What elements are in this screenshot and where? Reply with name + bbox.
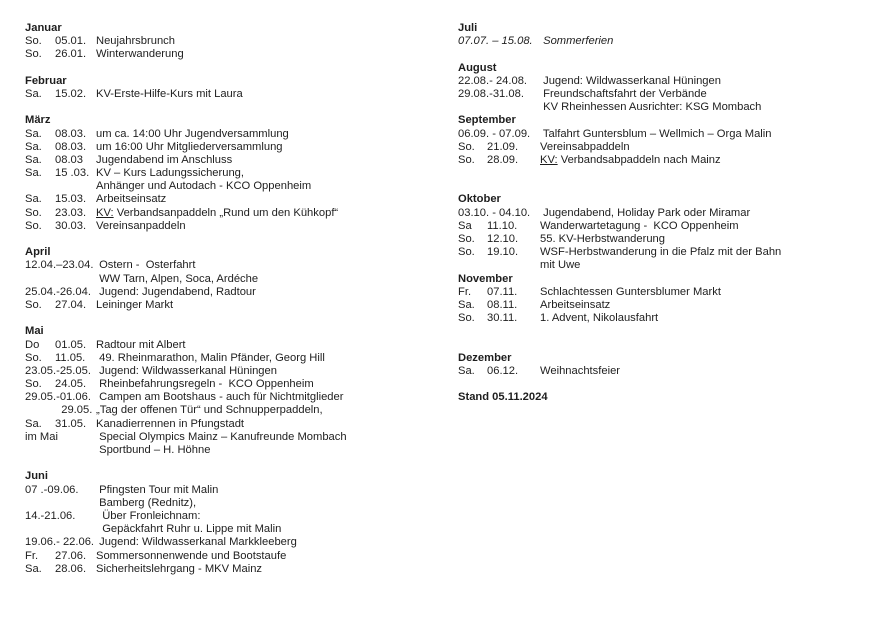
- event-date: 08.03.: [55, 127, 87, 140]
- event-text: KV Rheinhessen Ausrichter: KSG Mombach: [540, 101, 762, 114]
- event-row: [25, 128, 445, 141]
- event-date-range: 25.04.-26.04.: [25, 285, 91, 298]
- event-text: [96, 207, 338, 220]
- event-text: Jugendabend im Anschluss: [96, 153, 233, 166]
- month-header: August: [458, 61, 497, 74]
- blank-line: [25, 62, 445, 75]
- event-date-range: 29.05.-01.06.: [25, 391, 91, 404]
- event-row: [25, 220, 445, 233]
- event-row: [25, 550, 445, 563]
- event-text: Anhänger und Autodach - KCO Oppenheim: [96, 180, 312, 193]
- event-day: Sa.: [25, 127, 42, 140]
- event-day: So.: [25, 378, 42, 391]
- continuation-row: [25, 497, 445, 510]
- event-day: So.: [25, 298, 42, 311]
- event-day: Do: [25, 338, 40, 351]
- event-day: So.: [25, 48, 42, 61]
- event-date: 08.03.: [55, 140, 87, 153]
- event-row: [25, 404, 445, 417]
- event-row: [458, 220, 880, 233]
- event-text: Ostern - Osterfahrt: [96, 259, 196, 272]
- event-date: 08.11.: [487, 298, 518, 311]
- event-row: [25, 167, 445, 180]
- event-date: 19.10.: [487, 246, 519, 259]
- event-row: [458, 246, 880, 259]
- event-text: Radtour mit Albert: [96, 338, 186, 351]
- event-text-underlined: KV:: [540, 153, 558, 166]
- month-header: Juni: [25, 470, 48, 483]
- continuation-row: [25, 273, 445, 286]
- event-text: Kanadierrennen in Pfungstadt: [96, 417, 245, 430]
- blank-line: [25, 101, 445, 114]
- event-date-range: 03.10. - 04.10.: [458, 206, 531, 219]
- event-row: [25, 193, 445, 206]
- event-day: So.: [458, 312, 475, 325]
- event-row: [25, 88, 445, 101]
- event-text: Special Olympics Mainz – Kanufreunde Mombach: [96, 430, 347, 443]
- event-row: [458, 75, 880, 88]
- indent-spacer: [25, 180, 96, 193]
- event-day: So.: [458, 153, 475, 166]
- event-date: 15.02.: [55, 87, 87, 100]
- event-row: [458, 141, 880, 154]
- event-text: Schlachtessen Guntersblumer Markt: [540, 285, 721, 298]
- month-header: Februar: [25, 74, 67, 87]
- event-text: 55. KV-Herbstwanderung: [540, 233, 666, 245]
- event-row: [25, 286, 445, 299]
- event-text: Arbeitseinsatz: [96, 193, 167, 206]
- event-row: [25, 418, 445, 431]
- event-row: [458, 286, 880, 299]
- event-date: 15 .03.: [55, 167, 90, 180]
- event-row: [458, 35, 880, 48]
- event-text: Sicherheitslehrgang - MKV Mainz: [96, 562, 263, 575]
- event-day: Sa.: [25, 153, 42, 166]
- event-row: [458, 88, 880, 101]
- event-row: [458, 233, 880, 246]
- event-day: Sa.: [25, 167, 42, 180]
- event-date: 01.05.: [55, 338, 87, 351]
- month-header: September: [458, 114, 516, 127]
- event-text-underlined: KV:: [96, 206, 114, 219]
- event-text: Jugendabend, Holiday Park oder Miramar: [540, 206, 751, 219]
- continuation-row: [458, 101, 880, 114]
- event-date: 06.12.: [487, 364, 519, 377]
- month-header: April: [25, 246, 51, 259]
- event-date: 07.11.: [487, 285, 518, 298]
- event-date: 26.01.: [55, 48, 87, 61]
- event-day: So.: [458, 140, 475, 153]
- event-date: 15.03.: [55, 193, 87, 206]
- continuation-row: [25, 444, 445, 457]
- event-date: 21.09.: [487, 140, 519, 153]
- event-row: [25, 141, 445, 154]
- event-text: Arbeitseinsatz: [540, 298, 611, 311]
- event-row: [25, 154, 445, 167]
- event-day: Sa.: [25, 417, 42, 430]
- event-text: Talfahrt Guntersblum – Wellmich – Orga Malin: [540, 127, 772, 140]
- event-day: So.: [458, 246, 475, 259]
- event-date: 05.01.: [55, 35, 87, 48]
- event-row: [25, 365, 445, 378]
- event-date-range: 19.06.- 22.06.: [25, 536, 95, 549]
- event-date: 27.06.: [55, 549, 87, 562]
- blank-line: [458, 325, 880, 338]
- indent-spacer: [25, 273, 96, 286]
- event-text: [540, 154, 721, 167]
- indent-spacer: [25, 497, 96, 510]
- event-date-range: im Mai: [25, 430, 58, 443]
- event-row: [25, 431, 445, 444]
- blank-line: [458, 378, 880, 391]
- blank-line: [25, 233, 445, 246]
- event-text: WW Tarn, Alpen, Soca, Ardéche: [96, 272, 259, 285]
- indent-spacer: [25, 523, 96, 536]
- event-date: 28.09.: [487, 153, 519, 166]
- event-date: 08.03: [55, 153, 83, 166]
- month-header: Mai: [25, 325, 44, 338]
- continuation-row: [25, 180, 445, 193]
- month-header: November: [458, 272, 513, 285]
- event-text: Rheinbefahrungsregeln - KCO Oppenheim: [96, 378, 314, 391]
- event-row: [458, 154, 880, 167]
- month-header: Oktober: [458, 193, 501, 206]
- event-date-range: 22.08.- 24.08.: [458, 74, 528, 87]
- event-day: So.: [25, 351, 42, 364]
- month-header: Januar: [25, 22, 62, 34]
- event-text: Jugend: Jugendabend, Radtour: [96, 285, 256, 298]
- event-day: Sa.: [25, 562, 42, 575]
- event-row: [25, 510, 445, 523]
- event-row: [458, 299, 880, 312]
- event-date-range: 07 .-09.06.: [25, 483, 79, 496]
- indent-spacer: [458, 101, 540, 114]
- event-date: 29.05.: [55, 404, 93, 417]
- event-text: Weihnachtsfeier: [540, 364, 621, 377]
- event-text: Sportbund – H. Höhne: [96, 444, 211, 456]
- event-day: So.: [458, 233, 475, 245]
- event-text: Winterwanderung: [96, 48, 184, 61]
- event-day: Fr.: [458, 285, 472, 298]
- event-row: [458, 365, 880, 378]
- continuation-row: [25, 523, 445, 536]
- event-date-range: 23.05.-25.05.: [25, 364, 91, 377]
- event-date-range: 12.04.–23.04.: [25, 259, 94, 272]
- event-text: „Tag der offenen Tür“ und Schnupperpaddeln,: [96, 404, 323, 417]
- event-day: Sa.: [25, 87, 42, 100]
- event-text: mit Uwe: [540, 259, 581, 272]
- event-row: [458, 128, 880, 141]
- event-day: Sa.: [458, 298, 475, 311]
- blank-line: [458, 167, 880, 180]
- event-text: Jugend: Wildwasserkanal Markkleeberg: [96, 536, 297, 549]
- calendar-column-left: [25, 22, 445, 576]
- event-text: Über Fronleichnam:: [96, 509, 201, 522]
- event-date-range: 06.09. - 07.09.: [458, 127, 531, 140]
- month-header: März: [25, 114, 51, 127]
- event-text: Bamberg (Rednitz),: [96, 496, 197, 509]
- event-day: [25, 404, 55, 417]
- event-text: Campen am Bootshaus - auch für Nichtmitglieder: [96, 391, 344, 404]
- event-date: 12.10.: [487, 233, 519, 245]
- event-date: 28.06.: [55, 562, 87, 575]
- blank-line: [25, 457, 445, 470]
- event-row: [458, 312, 880, 325]
- event-day: Fr.: [25, 549, 39, 562]
- event-row: [25, 378, 445, 391]
- indent-spacer: [458, 259, 540, 272]
- blank-line: [458, 48, 880, 61]
- event-date: 27.04.: [55, 298, 87, 311]
- month-header: Dezember: [458, 351, 512, 364]
- event-row: [25, 391, 445, 404]
- event-text: Freundschaftsfahrt der Verbände: [540, 87, 707, 100]
- event-day: So.: [25, 206, 42, 219]
- event-text: Neujahrsbrunch: [96, 35, 175, 48]
- event-row: [25, 48, 445, 61]
- continuation-row: [458, 259, 880, 272]
- event-text: um 16:00 Uhr Mitgliederversammlung: [96, 140, 283, 153]
- event-day: Sa.: [25, 193, 42, 206]
- event-row: [25, 259, 445, 272]
- event-text-rest: Verbandsabpaddeln nach Mainz: [557, 153, 721, 166]
- event-date-range: 14.-21.06.: [25, 509, 76, 522]
- event-row: [25, 352, 445, 365]
- event-row: [25, 563, 445, 576]
- event-date-range: 07.07. – 15.08.: [458, 35, 533, 48]
- event-text: Jugend: Wildwasserkanal Hüningen: [96, 364, 277, 377]
- event-text: Sommerferien: [540, 35, 614, 48]
- event-text: 49. Rheinmarathon, Malin Pfänder, Georg Hill: [96, 351, 325, 364]
- event-day: So.: [25, 35, 42, 48]
- event-text: Vereinsabpaddeln: [540, 140, 630, 153]
- event-date: 31.05.: [55, 417, 87, 430]
- event-date: 30.03.: [55, 219, 87, 232]
- event-day: Sa.: [25, 140, 42, 153]
- event-row: [458, 207, 880, 220]
- event-date: 24.05.: [55, 378, 87, 391]
- event-text: Pfingsten Tour mit Malin: [96, 483, 219, 496]
- event-day: Sa.: [458, 364, 475, 377]
- event-text: 1. Advent, Nikolausfahrt: [540, 312, 659, 325]
- event-text: WSF-Herbstwanderung in die Pfalz mit der Bahn: [540, 246, 782, 259]
- event-date: 11.10.: [487, 219, 518, 232]
- event-date: 11.05.: [55, 351, 86, 364]
- event-date-range: 29.08.-31.08.: [458, 87, 524, 100]
- calendar-column-right: [458, 22, 880, 404]
- event-row: [25, 299, 445, 312]
- event-row: [25, 207, 445, 220]
- event-row: [25, 536, 445, 549]
- event-text: KV-Erste-Hilfe-Kurs mit Laura: [96, 87, 243, 100]
- event-date: 30.11.: [487, 312, 518, 325]
- event-text-rest: Verbandsanpaddeln „Rund um den Kühkopf“: [113, 206, 339, 219]
- event-text: Gepäckfahrt Ruhr u. Lippe mit Malin: [96, 523, 282, 536]
- month-header: Juli: [458, 22, 478, 34]
- blank-line: [458, 339, 880, 352]
- event-text: Jugend: Wildwasserkanal Hüningen: [540, 74, 721, 87]
- blank-line: [458, 180, 880, 193]
- stand-footer: Stand 05.11.2024: [458, 391, 548, 404]
- event-row: [25, 484, 445, 497]
- event-day: Sa: [458, 219, 472, 232]
- event-row: [25, 35, 445, 48]
- event-text: um ca. 14:00 Uhr Jugendversammlung: [96, 127, 289, 140]
- event-text: Sommersonnenwende und Bootstaufe: [96, 549, 287, 562]
- event-row: [25, 339, 445, 352]
- event-text: Vereinsanpaddeln: [96, 219, 186, 232]
- blank-line: [25, 312, 445, 325]
- indent-spacer: [25, 444, 96, 457]
- event-text: Leininger Markt: [96, 298, 174, 311]
- event-day: So.: [25, 219, 42, 232]
- event-text: KV – Kurs Ladungssicherung,: [96, 167, 245, 180]
- event-text: Wanderwartetagung - KCO Oppenheim: [540, 219, 739, 232]
- event-date: 23.03.: [55, 206, 87, 219]
